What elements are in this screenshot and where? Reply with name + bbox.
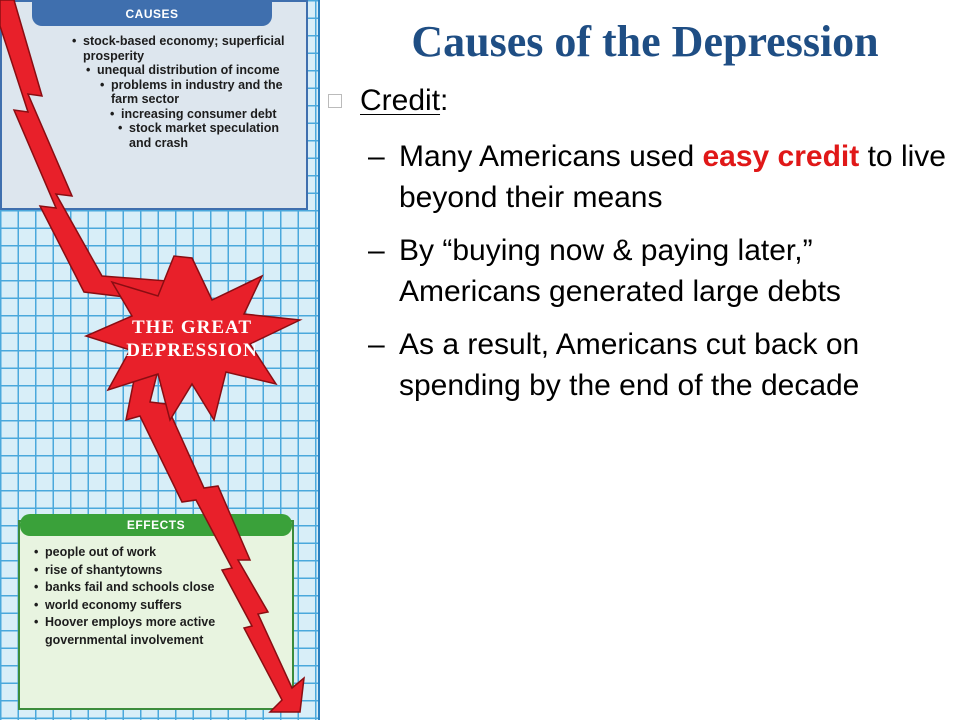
causes-item: • stock market speculation and crash: [118, 121, 302, 150]
sub-bullet-text: to live beyond their means: [399, 140, 946, 214]
effects-item: • world economy suffers: [34, 597, 290, 615]
sub-bullet-text: As a result, Americans cut back on spending by the end of the decade: [399, 328, 860, 402]
highlight-easy-credit: easy credit: [702, 140, 860, 173]
effects-item: • rise of shantytowns: [34, 562, 290, 580]
credit-heading: Credit: [360, 84, 441, 117]
burst-line-1: THE GREAT: [131, 317, 253, 338]
causes-item: • stock-based economy; superficial prosperity: [72, 34, 302, 63]
sub-bullet: [322, 136, 954, 218]
illustration-border: [318, 0, 320, 720]
bullet-marker-icon: [328, 94, 342, 108]
dash-marker: –: [368, 328, 385, 361]
great-depression-label: [118, 316, 266, 362]
sub-bullet-text: Many Americans used: [399, 140, 703, 173]
depression-illustration: [0, 0, 320, 720]
dash-marker: –: [368, 140, 385, 173]
bullet-level-1: [322, 78, 954, 124]
causes-item: • problems in industry and the farm sector: [100, 78, 302, 107]
effects-item: • banks fail and schools close: [34, 579, 290, 597]
dash-marker: –: [368, 234, 385, 267]
effects-item: • people out of work: [34, 544, 290, 562]
causes-item: • unequal distribution of income: [86, 63, 302, 78]
sub-bullet-text: By “buying now & paying later,” Americans generated large debts: [399, 234, 841, 308]
credit-colon: :: [440, 84, 449, 117]
effects-header: EFFECTS: [20, 514, 292, 536]
causes-item: • increasing consumer debt: [110, 107, 302, 122]
slide-title: Causes of the Depression: [411, 17, 879, 66]
causes-header: CAUSES: [32, 2, 272, 26]
burst-line-2: DEPRESSION: [126, 340, 258, 361]
effects-item: • Hoover employs more active governmental involvement: [34, 614, 290, 649]
sub-bullet: [322, 230, 954, 312]
sub-bullet: [322, 324, 954, 406]
slide-body: [322, 78, 954, 406]
